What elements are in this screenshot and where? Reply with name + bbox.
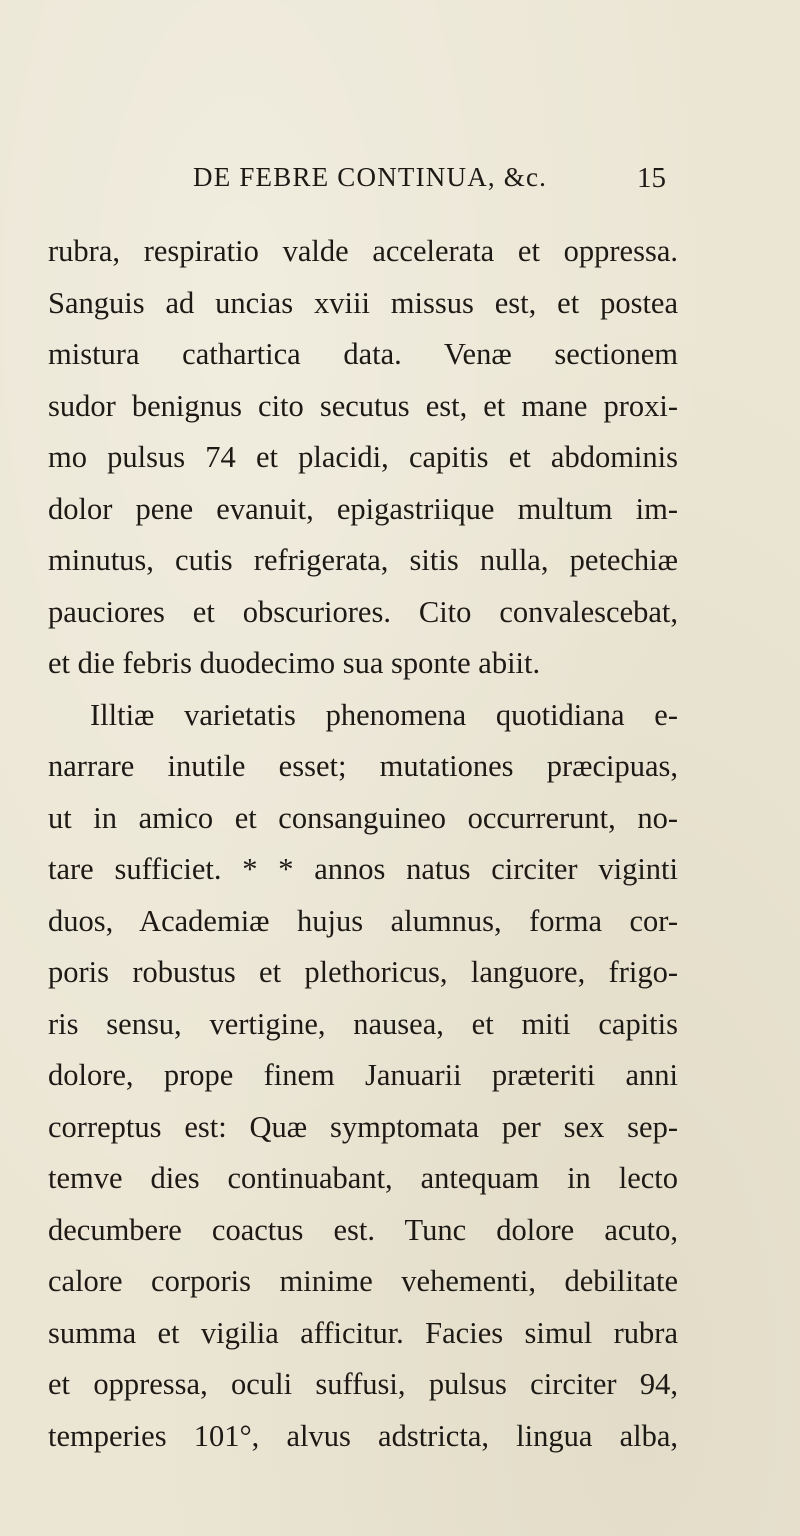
text-line: rubra, respiratio valde accelerata et oppressa. bbox=[48, 234, 678, 268]
text-line: correptus est: Quæ symptomata per sex sep- bbox=[48, 1109, 678, 1144]
text-line: summa et vigilia afficitur. Facies simul rubra bbox=[48, 1315, 678, 1350]
text-line: minutus, cutis refrigerata, sitis nulla, petechiæ bbox=[48, 543, 678, 577]
text-line: temve dies continuabant, antequam in lecto bbox=[48, 1161, 678, 1195]
text-line: mistura cathartica data. Venæ sectionem bbox=[48, 337, 678, 371]
text-line: ris sensu, vertigine, nausea, et miti capitis bbox=[48, 1006, 678, 1041]
page-header bbox=[0, 162, 800, 202]
text-line: tare sufficiet. * * annos natus circiter viginti bbox=[48, 852, 678, 886]
text-line: calore corporis minime vehementi, debilitate bbox=[48, 1264, 678, 1298]
text-line: ut in amico et consanguineo occurrerunt, no- bbox=[48, 800, 678, 835]
text-line: dolore, prope finem Januarii præteriti anni bbox=[48, 1058, 678, 1092]
body-text bbox=[48, 226, 678, 1462]
text-line: temperies 101°, alvus adstricta, lingua alba, bbox=[48, 1418, 678, 1453]
text-line: Illtiæ varietatis phenomena quotidiana e- bbox=[90, 697, 678, 732]
running-title: DE FEBRE CONTINUA, &c. bbox=[193, 162, 548, 192]
text-line: mo pulsus 74 et placidi, capitis et abdominis bbox=[48, 440, 678, 474]
page-number: 15 bbox=[637, 162, 666, 194]
text-line: duos, Academiæ hujus alumnus, forma cor- bbox=[48, 903, 678, 938]
text-line: poris robustus et plethoricus, languore, frigo- bbox=[48, 955, 678, 989]
text-line: Sanguis ad uncias xviii missus est, et postea bbox=[48, 285, 678, 320]
text-line: narrare inutile esset; mutationes præcipuas, bbox=[48, 749, 678, 783]
text-line: decumbere coactus est. Tunc dolore acuto, bbox=[48, 1212, 678, 1247]
text-line: dolor pene evanuit, epigastriique multum im- bbox=[48, 491, 678, 526]
text-line: pauciores et obscuriores. Cito convalescebat, bbox=[48, 594, 678, 629]
text-line: et oppressa, oculi suffusi, pulsus circiter 94, bbox=[48, 1367, 678, 1401]
text-line: sudor benignus cito secutus est, et mane proxi- bbox=[48, 388, 678, 423]
text-line: et die febris duodecimo sua sponte abiit. bbox=[48, 646, 541, 680]
